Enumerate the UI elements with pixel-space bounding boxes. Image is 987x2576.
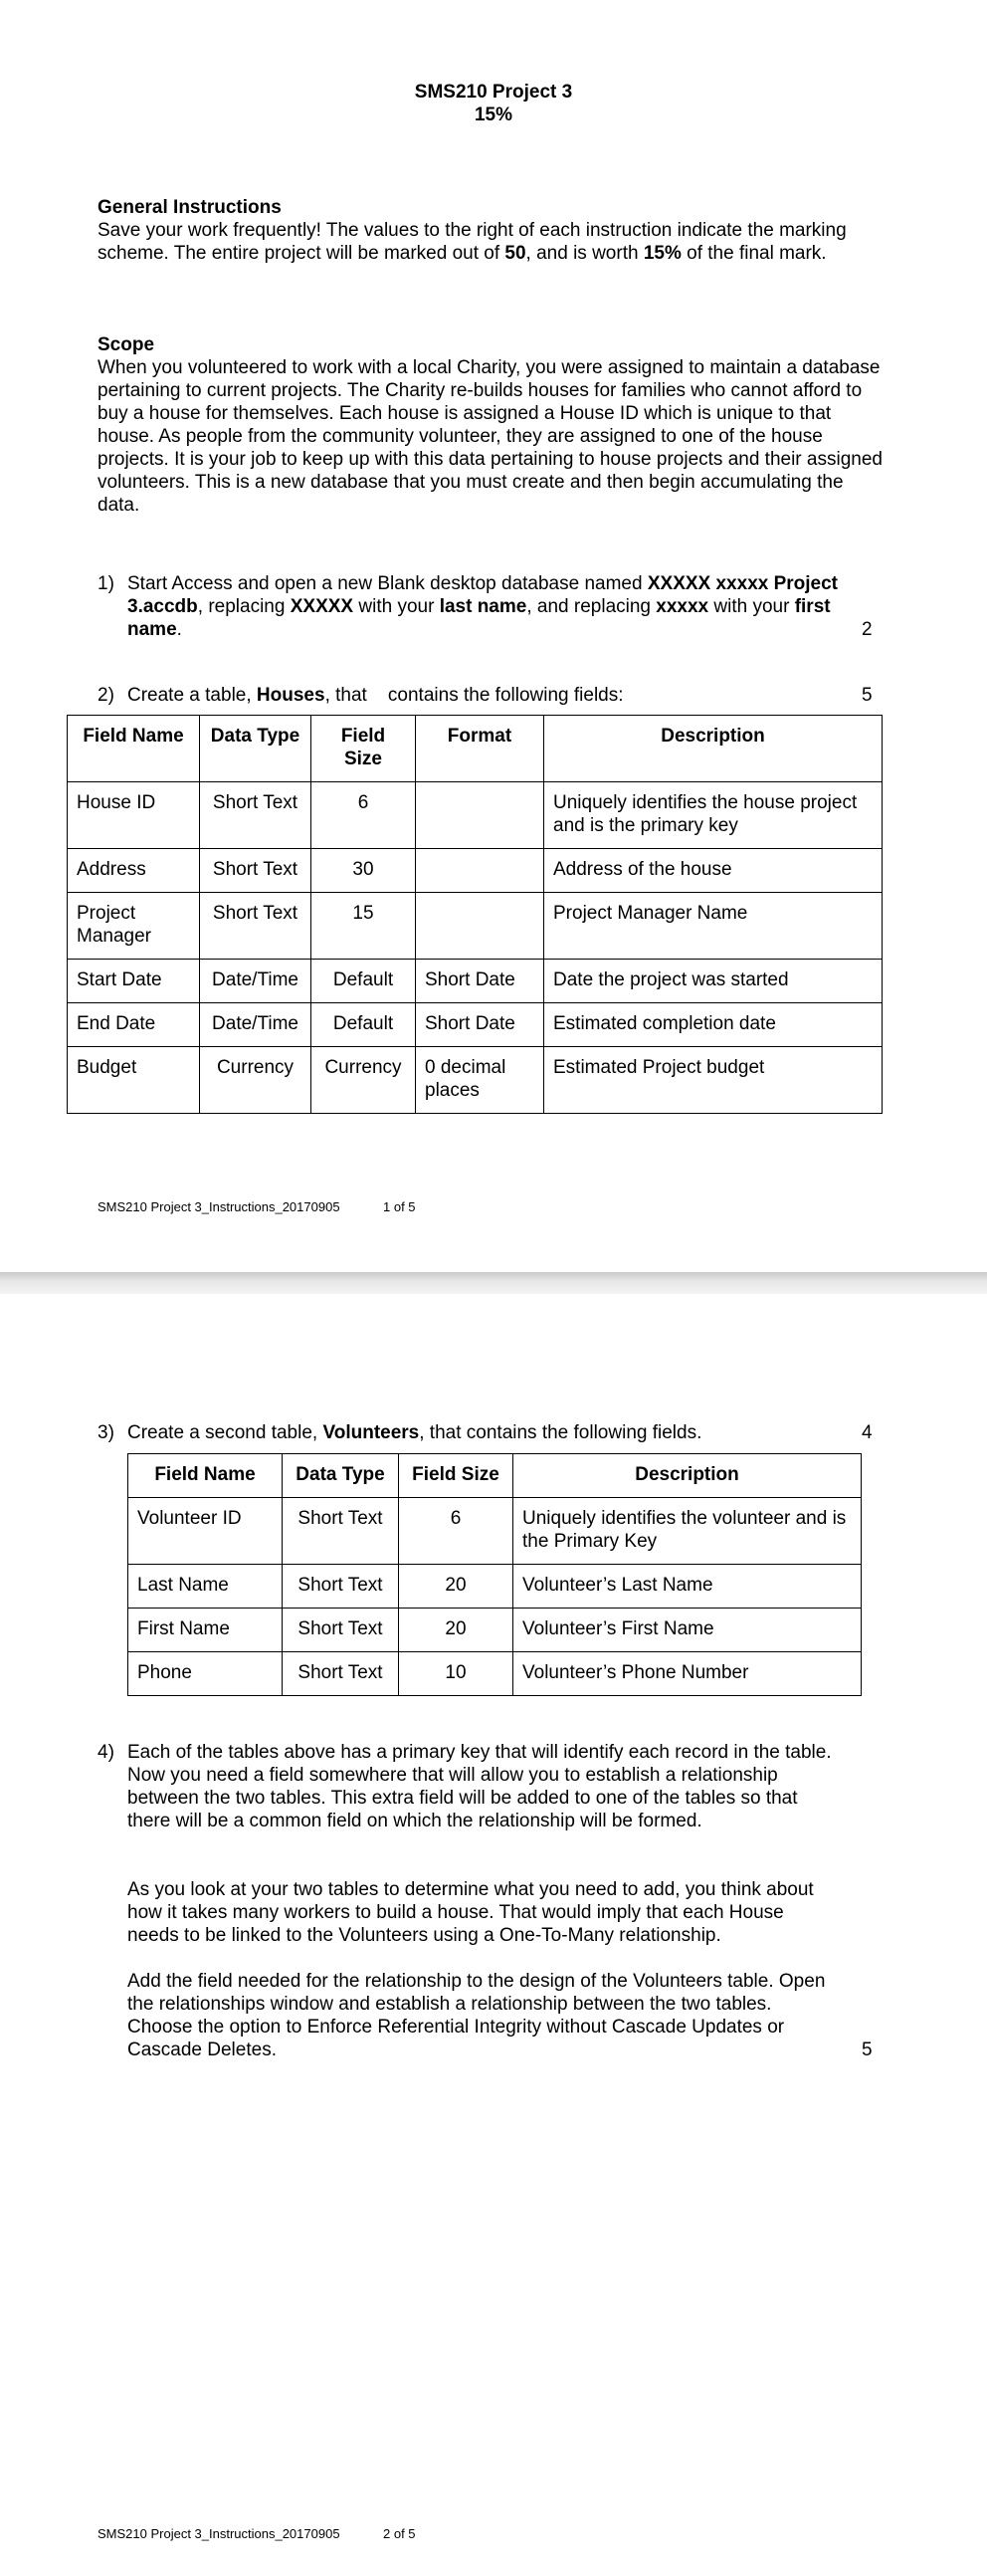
cell-data-type: Short Text — [200, 782, 311, 849]
cell-description: Estimated completion date — [544, 1003, 883, 1047]
houses-header-data-type: Data Type — [200, 716, 311, 782]
cell-description: Project Manager Name — [544, 893, 883, 960]
cell-field-name: First Name — [128, 1609, 283, 1652]
document-page-1 — [0, 0, 987, 1272]
step3-number: 3) — [98, 1422, 114, 1443]
cell-field-size: 30 — [311, 849, 416, 893]
cell-field-name: Address — [68, 849, 200, 893]
volunteers-header-row — [128, 1454, 862, 1498]
cell-field-name: Last Name — [128, 1565, 283, 1609]
cell-field-size: 20 — [399, 1609, 513, 1652]
cell-description: Estimated Project budget — [544, 1047, 883, 1114]
cell-field-name: Phone — [128, 1652, 283, 1696]
cell-field-size: 10 — [399, 1652, 513, 1696]
step4-marks: 5 — [862, 2039, 873, 2060]
cell-field-size: Currency — [311, 1047, 416, 1114]
cell-field-name: Project Manager — [68, 893, 200, 960]
scope-heading: Scope — [98, 334, 155, 355]
cell-field-name: Volunteer ID — [128, 1498, 283, 1565]
cell-format: 0 decimal places — [416, 1047, 544, 1114]
step3-marks: 4 — [862, 1422, 873, 1443]
general-text: Save your work frequently! The values to the right of each instruction indicate the marking scheme. The entire project will be marked out of 50, and is worth 15% of the final mark. — [98, 220, 847, 264]
cell-field-name: House ID — [68, 782, 200, 849]
cell-description: Uniquely identifies the volunteer and is the Primary Key — [513, 1498, 862, 1565]
cell-format — [416, 782, 544, 849]
table-row — [68, 1047, 883, 1114]
table-row — [68, 782, 883, 849]
page-separator — [0, 1272, 987, 1294]
cell-data-type: Short Text — [283, 1498, 399, 1565]
step2-number: 2) — [98, 685, 114, 706]
cell-data-type: Short Text — [283, 1609, 399, 1652]
cell-description: Volunteer’s Last Name — [513, 1565, 862, 1609]
table-row — [68, 960, 883, 1003]
houses-header-field-name: Field Name — [68, 716, 200, 782]
step4-paragraph-2: As you look at your two tables to determine what you need to add, you think about how it takes many workers to build a house. That would imply that each House needs to be linked to the Volunteers using a One-To-Many relationship. — [127, 1879, 814, 1946]
step4-paragraph-3: Add the field needed for the relationship to the design of the Volunteers table. Open the relationships window and establish a relationship between the two tables. Choose the option to Enforce Referential Integrity without Cascade Updates or Cascade Deletes. — [127, 1971, 826, 2060]
cell-field-size: 20 — [399, 1565, 513, 1609]
step2-text: Create a table, Houses, that contains the following fields: — [127, 685, 624, 706]
table-row — [128, 1498, 862, 1565]
document-page-2 — [0, 1294, 987, 2576]
volunteers-header-data-type: Data Type — [283, 1454, 399, 1498]
cell-field-size: 15 — [311, 893, 416, 960]
table-row — [68, 1003, 883, 1047]
cell-field-size: Default — [311, 960, 416, 1003]
general-heading: General Instructions — [98, 197, 282, 218]
volunteers-header-field-size: Field Size — [399, 1454, 513, 1498]
cell-format — [416, 849, 544, 893]
houses-table — [67, 715, 883, 1114]
volunteers-table — [127, 1453, 862, 1696]
cell-format — [416, 893, 544, 960]
document-title: SMS210 Project 3 — [414, 82, 573, 103]
cell-field-name: Start Date — [68, 960, 200, 1003]
step4-paragraph-1: Each of the tables above has a primary key that will identify each record in the table. Now you need a field somewhere that will allow you to establish a relationship between the two tables. This extra field will be added to one of the tables so that there will be a common field on which the relationship will be formed. — [127, 1742, 832, 1831]
table-row — [128, 1609, 862, 1652]
step1-text: Start Access and open a new Blank desktop database named XXXXX xxxxx Project 3.accdb, replacing XXXXX with your last name, and replacing xxxxx with your first name. — [127, 573, 839, 640]
cell-field-name: End Date — [68, 1003, 200, 1047]
table-row — [68, 849, 883, 893]
table-row — [128, 1565, 862, 1609]
cell-format: Short Date — [416, 1003, 544, 1047]
footer-filename: SMS210 Project 3_Instructions_20170905 — [98, 1199, 340, 1214]
cell-data-type: Short Text — [200, 893, 311, 960]
houses-header-row — [68, 716, 883, 782]
houses-header-description: Description — [544, 716, 883, 782]
cell-data-type: Date/Time — [200, 1003, 311, 1047]
table-row — [128, 1652, 862, 1696]
cell-field-size: 6 — [399, 1498, 513, 1565]
cell-description: Volunteer’s Phone Number — [513, 1652, 862, 1696]
houses-header-field-size: Field Size — [311, 716, 416, 782]
cell-description: Uniquely identifies the house project and is the primary key — [544, 782, 883, 849]
step4-number: 4) — [98, 1742, 114, 1763]
cell-data-type: Short Text — [283, 1565, 399, 1609]
footer-page-number: 1 of 5 — [383, 1199, 416, 1214]
cell-field-name: Budget — [68, 1047, 200, 1114]
cell-data-type: Currency — [200, 1047, 311, 1114]
houses-header-format: Format — [416, 716, 544, 782]
cell-data-type: Short Text — [200, 849, 311, 893]
cell-description: Address of the house — [544, 849, 883, 893]
step3-text: Create a second table, Volunteers, that contains the following fields. — [127, 1422, 702, 1443]
document-weight: 15% — [474, 105, 513, 125]
volunteers-header-field-name: Field Name — [128, 1454, 283, 1498]
cell-data-type: Short Text — [283, 1652, 399, 1696]
cell-field-size: 6 — [311, 782, 416, 849]
step1-marks: 2 — [862, 619, 873, 640]
cell-field-size: Default — [311, 1003, 416, 1047]
cell-description: Date the project was started — [544, 960, 883, 1003]
cell-format: Short Date — [416, 960, 544, 1003]
volunteers-header-description: Description — [513, 1454, 862, 1498]
step2-marks: 5 — [862, 685, 873, 706]
footer-filename: SMS210 Project 3_Instructions_20170905 — [98, 2526, 340, 2541]
footer-page-number: 2 of 5 — [383, 2526, 416, 2541]
cell-description: Volunteer’s First Name — [513, 1609, 862, 1652]
step1-number: 1) — [98, 573, 114, 594]
cell-data-type: Date/Time — [200, 960, 311, 1003]
table-row — [68, 893, 883, 960]
scope-text: When you volunteered to work with a local Charity, you were assigned to maintain a database pertaining to current projects. The Charity re-builds houses for families who cannot afford to buy a house for themselves. Each house is assigned a House ID which is unique to that house. As people from the community volunteer, they are assigned to one of the house projects. It is your job to keep up with this data pertaining to house projects and their assigned volunteers. This is a new database that you must create and then begin accumulating the data. — [98, 357, 883, 516]
